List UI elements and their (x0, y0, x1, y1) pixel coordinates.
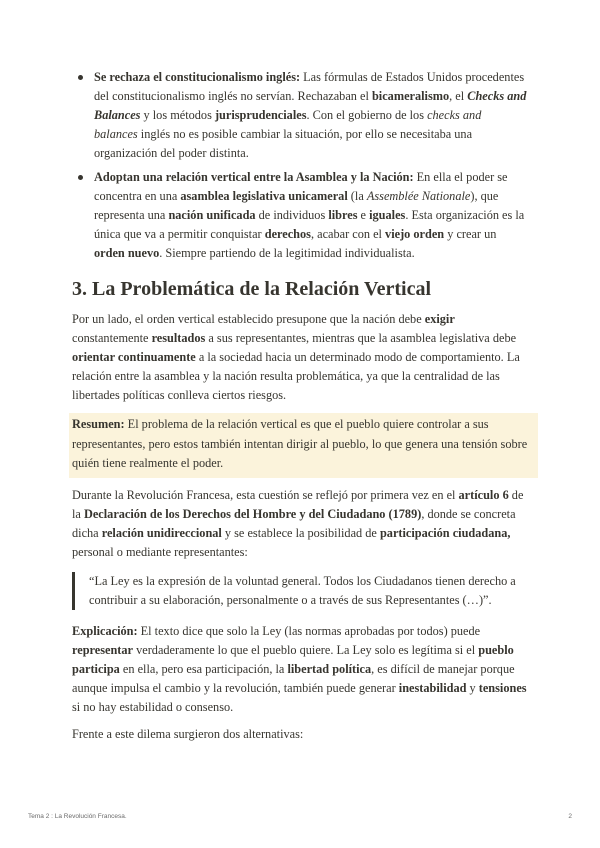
paragraph-alternatives: Frente a este dilema surgieron dos alternativas: (72, 726, 304, 741)
list-item: Adoptan una relación vertical entre la Asamblea y la Nación: En ella el poder se concentra en una asamblea legislativa unicameral (la Assemblée Nationale), que representa una nación unificada de individuos libres e iguales. Esta organización es la única que va a permitir conquistar derechos, acabar con el viejo orden y crear un orden nuevo. Siempre partiendo de la legitimidad individualista. (72, 168, 528, 263)
summary-callout: Resumen: El problema de la relación vertical es que el pueblo quiere controlar a sus representantes, pero estos también intentan dirigir al pueblo, lo que genera una tensión sobre quién tiene realmente el poder. (69, 413, 538, 478)
page-footer (28, 813, 572, 820)
paragraph-revolution: Durante la Revolución Francesa, esta cuestión se reflejó por primera vez en el artículo 6 de la Declaración de los Derechos del Hombre y del Ciudadano (1789), donde se concreta dicha relación unidireccional y se establece la posibilidad de participación ciudadana, personal o mediante representantes: (72, 487, 524, 559)
blockquote: “La Ley es la expresión de la voluntad general. Todos los Ciudadanos tienen derecho a contribuir a su elaboración, personalmente o a través de sus Representantes (…)”. (72, 572, 528, 610)
footer-title: Tema 2 : La Revolución Francesa. (28, 813, 127, 820)
bullet-dot-icon (78, 175, 83, 180)
bullet-lead: Se rechaza el constitucionalismo inglés: (94, 70, 301, 84)
explanation-label: Explicación: (72, 623, 138, 638)
page-content (72, 68, 528, 752)
callout-label: Resumen: (72, 417, 125, 431)
bullet-lead: Adoptan una relación vertical entre la Asamblea y la Nación: (94, 170, 414, 184)
bullet-dot-icon (78, 75, 83, 80)
section-heading: 3. La Problemática de la Relación Vertical (72, 278, 432, 300)
page-number: 2 (568, 813, 572, 820)
list-item: Se rechaza el constitucionalismo inglés: Las fórmulas de Estados Unidos procedentes del constitucionalismo inglés no servían. Rechazaban el bicameralismo, el Checks and Balances y los métodos jurisprudenciales. Con el gobierno de los checks and balances inglés no es posible cambiar la situación, por ello se necesitaba una organización del poder distinta. (72, 68, 528, 163)
paragraph-explanation: Explicación: El texto dice que solo la Ley (las normas aprobadas por todos) puede representar verdaderamente lo que el pueblo quiere. La Ley solo es legítima si el pueblo participa en ella, pero esa participación, la libertad política, es difícil de manejar porque aunque impulsa el cambio y la revolución, también puede generar inestabilidad y tensiones si no hay estabilidad o consenso. (72, 623, 527, 714)
paragraph-vertical-order: Por un lado, el orden vertical establecido presupone que la nación debe exigir constantemente resultados a sus representantes, mientras que la asamblea legislativa debe orientar continuamente a la sociedad hacia un determinado modo de comportamiento. La relación entre la asamblea y la nación resulta problemática, ya que la centralidad de las libertades políticas conlleva ciertos riesgos. (72, 312, 520, 402)
bullet-list (72, 68, 528, 263)
